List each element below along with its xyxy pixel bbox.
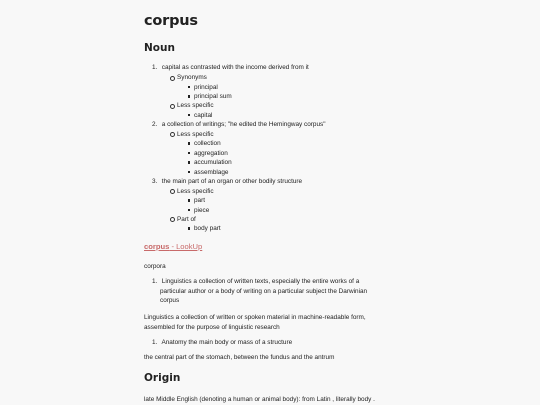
relation-heading: Less specific: [177, 187, 214, 195]
related-word[interactable]: principal sum: [194, 93, 232, 100]
lookup-sense-1-cont: particular author or a body of writing on a particular subject the Darwinian: [160, 287, 368, 295]
relation-heading: Synonyms: [177, 74, 207, 81]
sense-2: 2. a collection of writings; "he edited the Hemingway corpus": [152, 121, 326, 128]
related-word[interactable]: piece: [194, 206, 210, 214]
lookup-word[interactable]: corpus: [144, 242, 170, 251]
lookup-sense-1: 1. Linguistics a collection of written texts, especially the entire works of a: [152, 278, 360, 285]
relation-heading: Less specific: [177, 130, 214, 138]
related-word[interactable]: body part: [194, 225, 221, 232]
lookup-link[interactable]: [144, 242, 202, 251]
linguistics-paragraph: Linguistics a collection of written or spoken material in machine-readable form,: [144, 314, 366, 321]
related-word[interactable]: capital: [194, 111, 213, 119]
related-word[interactable]: part: [194, 197, 206, 204]
plural-form: corpora: [144, 263, 166, 270]
related-word[interactable]: assemblage: [194, 168, 229, 176]
related-word[interactable]: collection: [194, 140, 221, 147]
related-word[interactable]: aggregation: [194, 149, 228, 157]
sense-definition: the main part of an organ or other bodily structure: [161, 178, 303, 185]
linguistics-paragraph-cont: assembled for the purpose of linguistic research: [144, 323, 280, 331]
sense-3: 3. the main part of an organ or other bodily structure: [152, 178, 303, 185]
sense-definition: a collection of writings; "he edited the Hemingway corpus": [161, 121, 326, 128]
related-word[interactable]: accumulation: [194, 159, 232, 166]
sense-1: 1. capital as contrasted with the income derived from it: [152, 64, 309, 71]
origin-text: late Middle English (denoting a human or animal body): from Latin , literally body .: [144, 396, 375, 403]
origin-heading: Origin: [144, 372, 181, 384]
noun-heading: Noun: [144, 42, 175, 54]
page-title: corpus: [144, 13, 198, 29]
anatomy-sense: 1. Anatomy the main body or mass of a structure: [152, 339, 293, 346]
related-word[interactable]: principal: [194, 83, 218, 91]
relation-heading: Less specific: [177, 102, 214, 109]
lookup-sense-1-cont: corpus: [160, 297, 180, 304]
lookup-suffix[interactable]: - LookUp: [169, 242, 203, 251]
relation-heading: Part of: [177, 215, 196, 223]
stomach-paragraph: the central part of the stomach, between the fundus and the antrum: [144, 354, 335, 361]
sense-definition: capital as contrasted with the income derived from it: [161, 64, 309, 71]
